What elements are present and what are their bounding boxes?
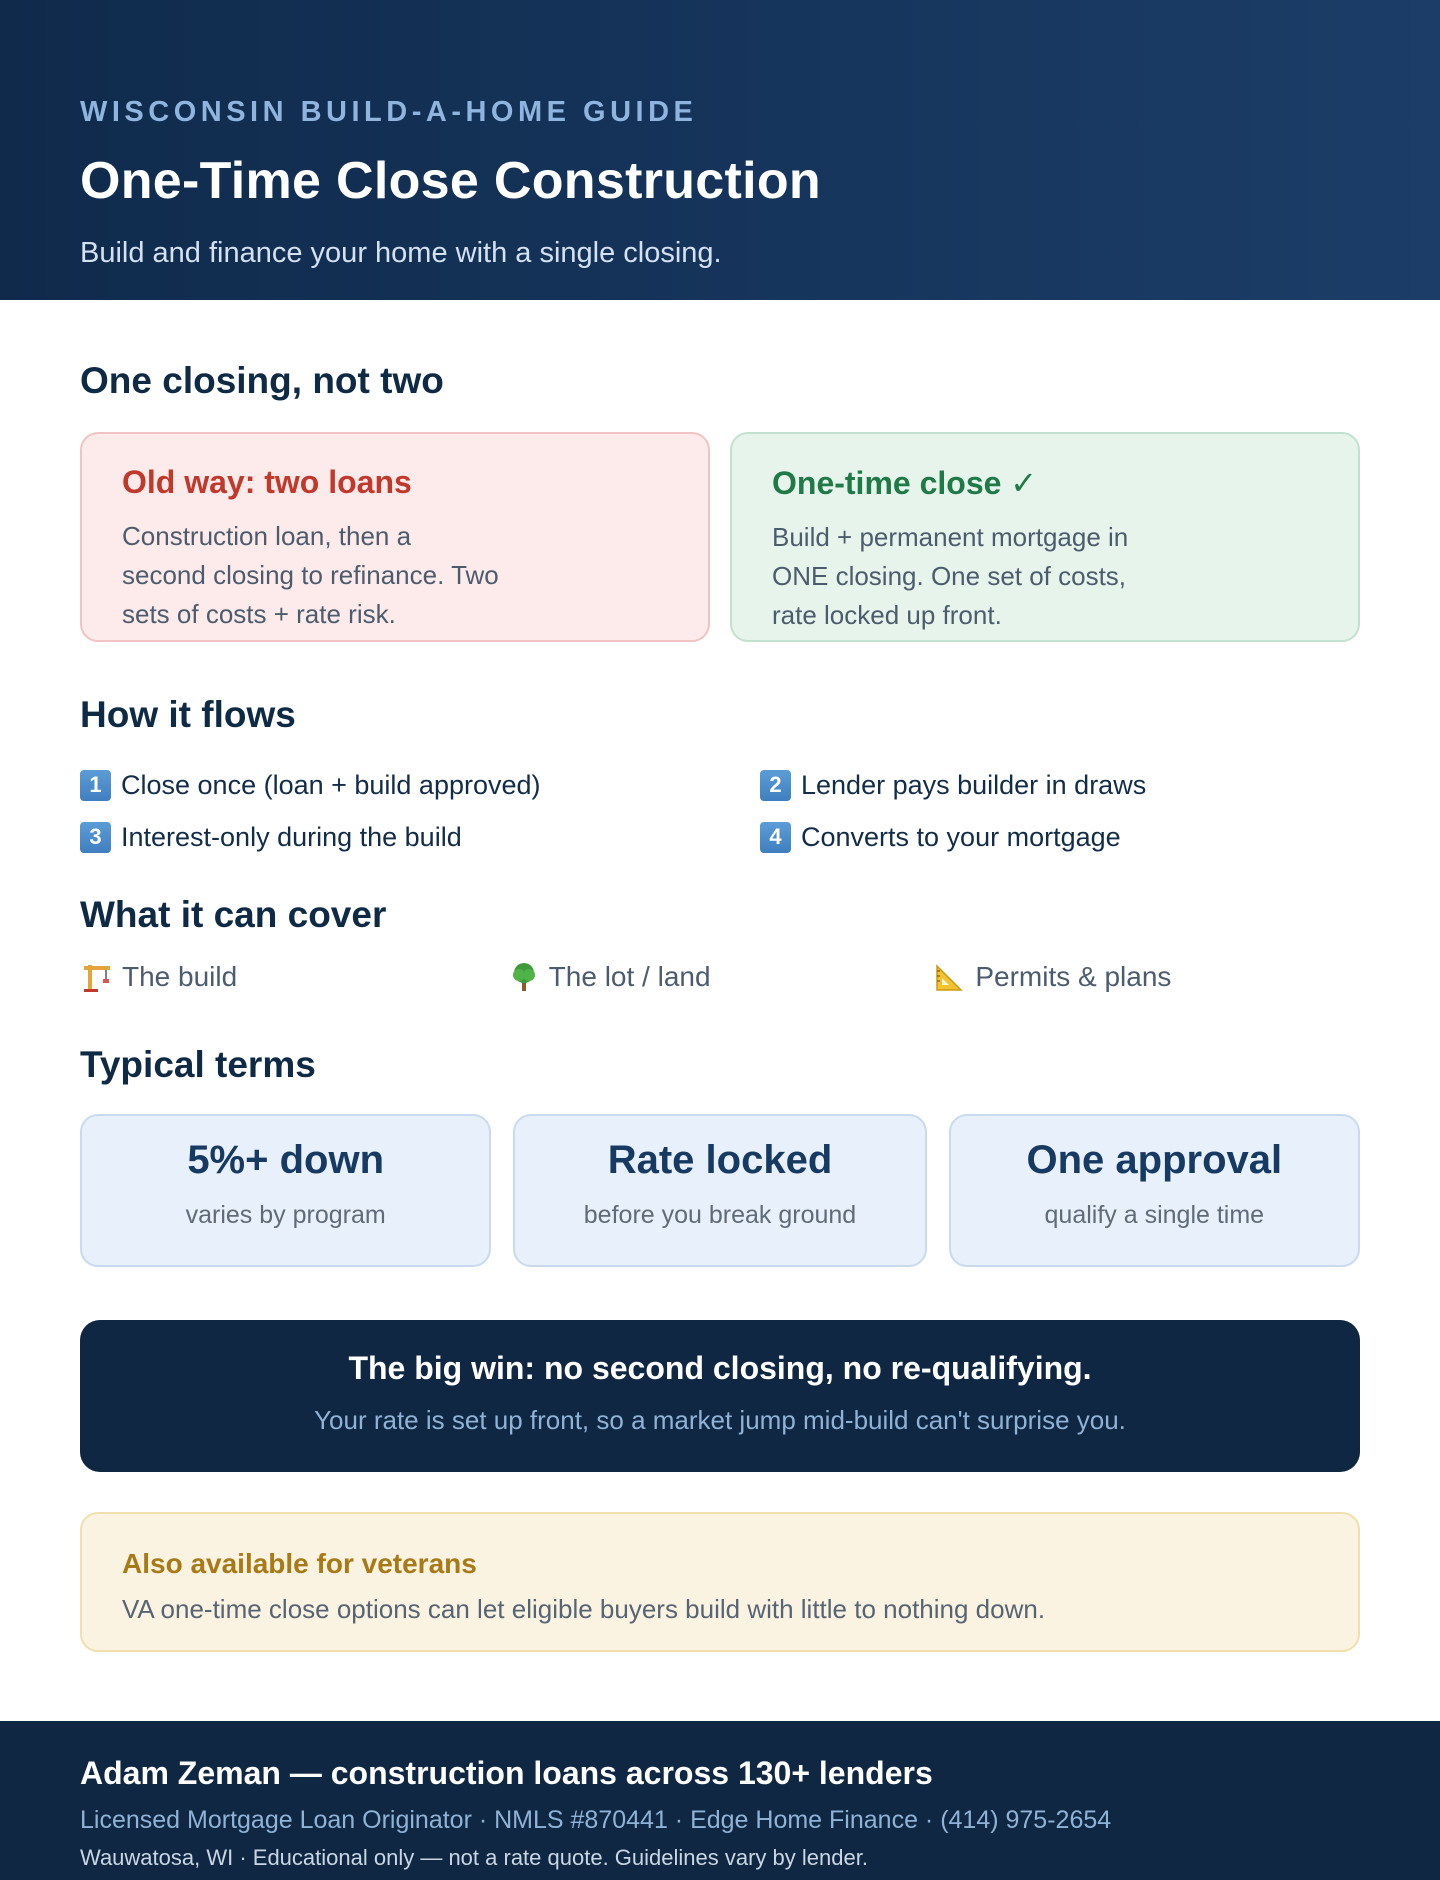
flow-heading: How it flows: [80, 694, 296, 735]
one-time-close-title: One-time close ✓: [772, 465, 1038, 501]
term-value: 5%+ down: [187, 1138, 385, 1182]
veterans-callout: [80, 1512, 1360, 1652]
term-card: [513, 1114, 926, 1267]
cover-item: [507, 960, 934, 994]
crane-icon: [80, 960, 114, 994]
number-four-icon: 4: [760, 822, 791, 853]
cover-item-label: The lot / land: [548, 961, 711, 992]
footer-credentials: Licensed Mortgage Loan Originator · NMLS #870441 · Edge Home Finance · (414) 975-2654: [80, 1806, 1112, 1834]
old-way-title: Old way: two loans: [122, 464, 412, 500]
term-note: before you break ground: [583, 1201, 857, 1229]
terms-cards: [80, 1114, 1360, 1267]
flow-section: [80, 694, 1360, 856]
flow-step-label: Lender pays builder in draws: [801, 769, 1147, 800]
term-note: varies by program: [185, 1201, 386, 1229]
number-one-icon: 1: [80, 770, 111, 801]
number-two-icon: 2: [760, 770, 791, 801]
footer-disclaimer: Wauwatosa, WI · Educational only — not a rate quote. Guidelines vary by lender.: [80, 1845, 868, 1870]
old-way-card: [80, 432, 710, 642]
old-way-body: Construction loan, then a second closing to refinance. Two sets of costs + rate risk.: [122, 521, 499, 629]
hero-banner: [0, 0, 1440, 300]
page-title: One-Time Close Construction: [80, 152, 822, 210]
triangle-ruler-icon: [933, 960, 967, 994]
number-three-icon: 3: [80, 822, 111, 853]
cover-item: [933, 960, 1360, 994]
comparison-section: [80, 360, 1360, 642]
flow-step-label: Converts to your mortgage: [801, 821, 1121, 852]
terms-section: [80, 1044, 1360, 1267]
flow-steps: [80, 766, 1360, 856]
term-value: Rate locked: [607, 1138, 833, 1182]
term-note: qualify a single time: [1044, 1201, 1265, 1229]
one-time-close-body: Build + permanent mortgage in ONE closing. One set of costs, rate locked up front.: [772, 522, 1129, 630]
cover-section: [80, 894, 1360, 994]
tree-icon: [507, 960, 541, 994]
big-win-callout: [80, 1320, 1360, 1472]
big-win-title: The big win: no second closing, no re-qualifying.: [348, 1350, 1092, 1386]
veterans-title: Also available for veterans: [122, 1548, 477, 1579]
comparison-heading: One closing, not two: [80, 360, 444, 401]
guide-eyebrow: WISCONSIN BUILD-A-HOME GUIDE: [80, 96, 698, 128]
big-win-subtitle: Your rate is set up front, so a market jump mid-build can't surprise you.: [314, 1405, 1126, 1435]
flow-step: [80, 766, 760, 804]
flow-step: [760, 818, 1360, 856]
page-subtitle: Build and finance your home with a single closing.: [80, 237, 722, 269]
footer-title: Adam Zeman — construction loans across 130+ lenders: [80, 1755, 933, 1791]
flow-step: [760, 766, 1360, 804]
terms-heading: Typical terms: [80, 1044, 316, 1085]
cover-item-label: Permits & plans: [975, 961, 1172, 992]
veterans-body: VA one-time close options can let eligible buyers build with little to nothing down.: [122, 1594, 1046, 1624]
one-time-close-card: [730, 432, 1360, 642]
footer: [0, 1721, 1440, 1880]
flow-step-label: Interest-only during the build: [121, 821, 462, 852]
term-value: One approval: [1026, 1138, 1283, 1182]
comparison-cards: [80, 432, 1360, 642]
cover-item-label: The build: [122, 961, 238, 992]
flow-step-label: Close once (loan + build approved): [121, 769, 541, 800]
cover-heading: What it can cover: [80, 894, 387, 935]
cover-items: [80, 960, 1360, 994]
flow-step: [80, 818, 760, 856]
term-card: [80, 1114, 491, 1267]
term-card: [949, 1114, 1360, 1267]
cover-item: [80, 960, 507, 994]
